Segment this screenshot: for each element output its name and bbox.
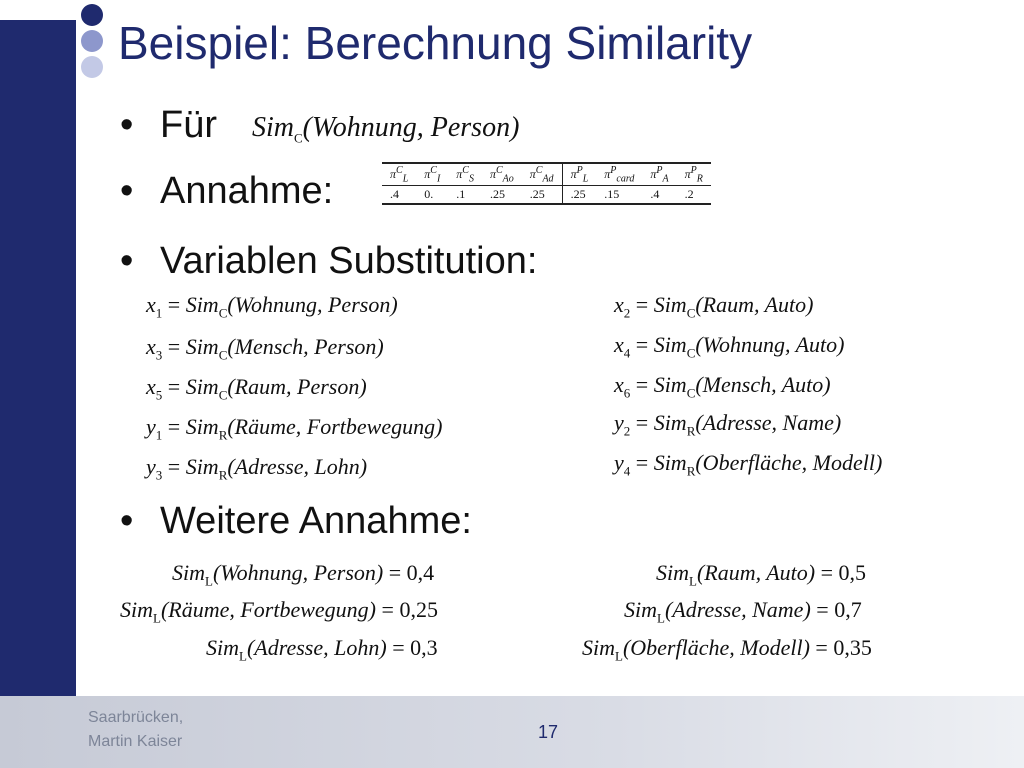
decor-dot-icon (81, 30, 103, 52)
substitution-formula: $y_3$ = Sim$_R$(Adresse, Lohn) (146, 454, 368, 483)
substitution-formula: $x_2$ = Sim$_C$(Raum, Auto) (614, 292, 814, 321)
assumption-formula: Sim$_L$(Raum, Auto) = 0,5 (656, 560, 867, 589)
param-header: $\pi^C_{Ao}$ (482, 163, 522, 186)
sim-func: Sim (252, 112, 294, 143)
parameter-header-row (382, 163, 711, 186)
bullet-weitere (120, 500, 472, 543)
param-value: .25 (522, 186, 562, 205)
assumption-formula: Sim$_L$(Adresse, Lohn) = 0,3 (206, 635, 438, 664)
bullet-annahme (120, 170, 333, 213)
footer-author-name: Martin Kaiser (88, 733, 183, 750)
bullet-icon: • (120, 240, 134, 282)
bullet-label: Variablen Substitution: (160, 240, 538, 282)
assumption-formula: Sim$_L$(Wohnung, Person) = 0,4 (172, 560, 435, 589)
assumption-formula: Sim$_L$(Adresse, Name) = 0,7 (624, 597, 862, 626)
param-header: $\pi^P_R$ (677, 163, 711, 186)
param-value: 0. (416, 186, 448, 205)
sim-sub: C (294, 130, 303, 146)
param-value: .4 (642, 186, 676, 205)
param-header: $\pi^C_I$ (416, 163, 448, 186)
sidebar-decoration (0, 20, 76, 700)
bullet-icon: • (120, 500, 134, 542)
footer-city: Saarbrücken, (88, 709, 184, 726)
sim-target-formula (252, 112, 519, 147)
param-header: $\pi^P_{card}$ (596, 163, 642, 186)
param-value: .1 (448, 186, 482, 205)
param-header: $\pi^P_L$ (562, 163, 596, 186)
param-header: $\pi^C_L$ (382, 163, 416, 186)
substitution-formula: $y_1$ = Sim$_R$(Räume, Fortbewegung) (146, 414, 443, 443)
bullet-fuer (120, 104, 217, 147)
param-header: $\pi^C_S$ (448, 163, 482, 186)
decor-dot-icon (81, 4, 103, 26)
param-value: .25 (482, 186, 522, 205)
bullet-icon: • (120, 104, 134, 146)
param-header: $\pi^C_{Ad}$ (522, 163, 562, 186)
substitution-formula: $x_4$ = Sim$_C$(Wohnung, Auto) (614, 332, 845, 361)
footer-author (88, 706, 183, 754)
param-value: .15 (596, 186, 642, 205)
bullet-icon: • (120, 170, 134, 212)
substitution-formula: $x_3$ = Sim$_C$(Mensch, Person) (146, 334, 384, 363)
substitution-formula: $x_6$ = Sim$_C$(Mensch, Auto) (614, 372, 831, 401)
parameter-table (382, 162, 711, 205)
sim-args: (Wohnung, Person) (302, 112, 520, 143)
assumption-formula: Sim$_L$(Oberfläche, Modell) = 0,35 (582, 635, 872, 664)
bullet-substitution (120, 240, 537, 283)
substitution-formula: $x_1$ = Sim$_C$(Wohnung, Person) (146, 292, 398, 321)
assumption-formula: Sim$_L$(Räume, Fortbewegung) = 0,25 (120, 597, 438, 626)
slide-title: Beispiel: Berechnung Similarity (118, 17, 753, 69)
param-value: .2 (677, 186, 711, 205)
param-value: .4 (382, 186, 416, 205)
param-value: .25 (562, 186, 596, 205)
page-number: 17 (538, 722, 559, 742)
substitution-formula: $x_5$ = Sim$_C$(Raum, Person) (146, 374, 367, 403)
param-header: $\pi^P_A$ (642, 163, 676, 186)
bullet-label: Weitere Annahme: (160, 500, 472, 542)
bullet-label: Für (160, 104, 217, 146)
decor-dot-icon (81, 56, 103, 78)
parameter-value-row (382, 186, 711, 205)
substitution-formula: $y_2$ = Sim$_R$(Adresse, Name) (614, 410, 842, 439)
substitution-formula: $y_4$ = Sim$_R$(Oberfläche, Modell) (614, 450, 883, 479)
bullet-label: Annahme: (160, 170, 334, 212)
